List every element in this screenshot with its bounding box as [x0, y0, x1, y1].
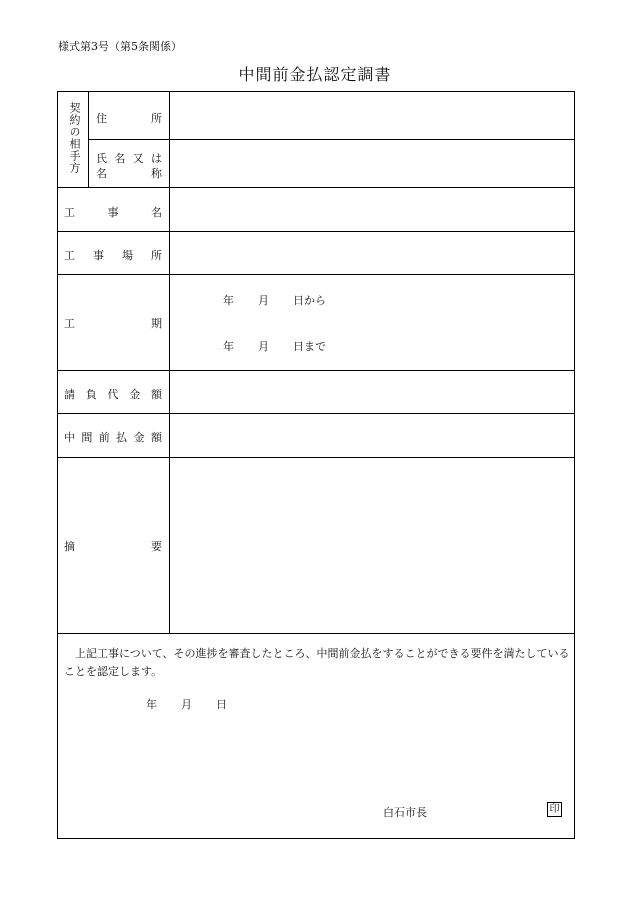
row-divider: [58, 187, 575, 188]
name-label-line2: 名 称: [96, 167, 162, 180]
work-name-label: 工 事 名: [64, 206, 162, 219]
row-divider: [88, 139, 575, 140]
period-from: 年 月 日から: [223, 294, 326, 307]
name-label-line1: 氏 名 又 は: [96, 152, 162, 165]
row-divider: [58, 457, 575, 458]
row-divider: [58, 633, 575, 634]
column-divider: [88, 92, 89, 187]
seal-mark: 印: [547, 802, 562, 817]
form-table: [57, 91, 575, 839]
remarks-label: 摘 要: [64, 540, 162, 553]
interim-payment-label: 中 間 前 払 金 額: [64, 431, 162, 444]
address-label: 住 所: [96, 112, 162, 125]
row-divider: [58, 274, 575, 275]
contractor-group-label: 契約の相手方: [68, 102, 81, 174]
form-number: 様式第3号（第5条関係）: [58, 40, 182, 53]
document-title: 中間前金払認定調書: [238, 65, 392, 84]
column-divider: [169, 92, 170, 633]
certification-statement: 上記工事について、その進捗を審査したところ、中間前金払をすることができる要件を満たしていることを認定します。: [64, 647, 570, 678]
period-to: 年 月 日まで: [223, 340, 326, 353]
certification-date: 年 月 日: [146, 698, 227, 711]
row-divider: [58, 231, 575, 232]
work-period-label: 工 期: [64, 317, 162, 330]
contract-price-label: 請 負 代 金 額: [64, 388, 162, 401]
signer: 白石市長: [383, 806, 427, 819]
work-place-label: 工 事 場 所: [64, 249, 162, 262]
row-divider: [58, 413, 575, 414]
row-divider: [58, 370, 575, 371]
